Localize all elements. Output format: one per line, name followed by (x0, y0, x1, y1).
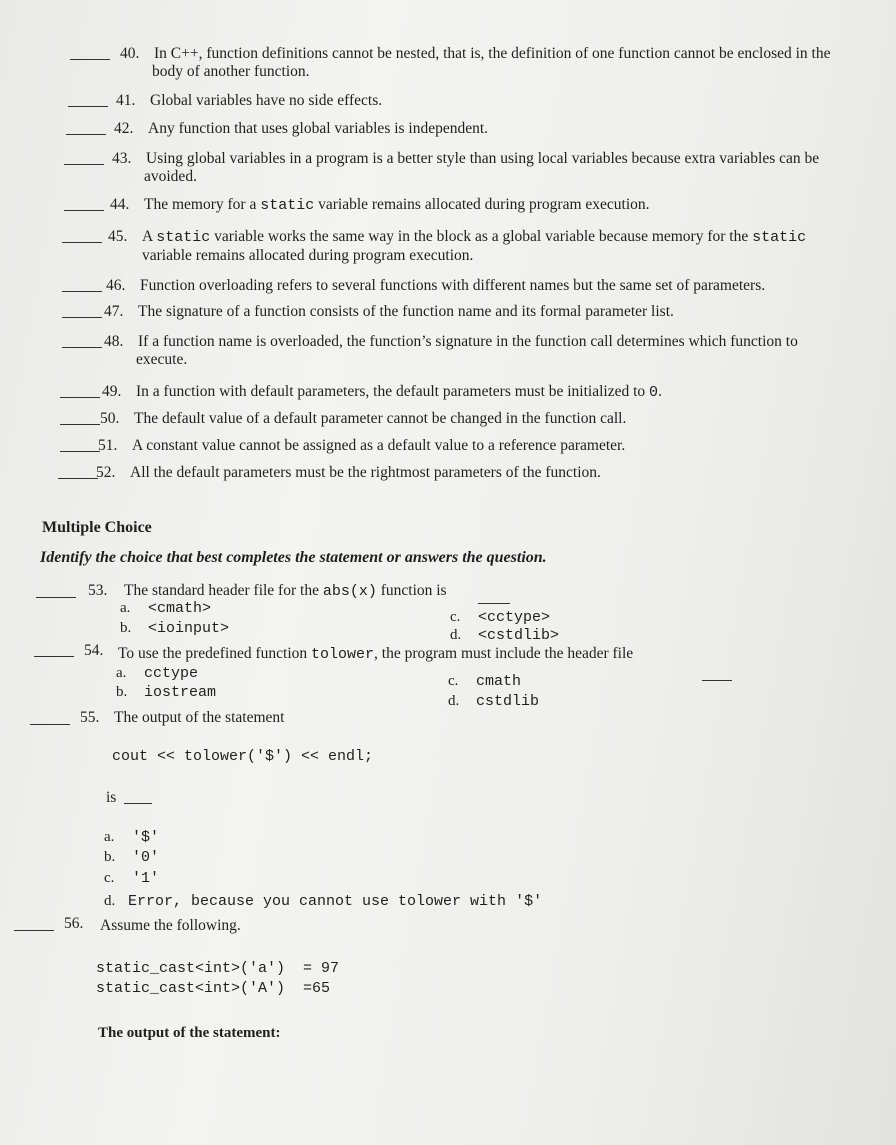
answer-blank-52[interactable] (58, 478, 98, 479)
question-line (142, 228, 860, 247)
question-text (144, 196, 860, 215)
question-number: 46. (106, 277, 126, 294)
question-number: 52. (96, 464, 116, 481)
question-number: 50. (100, 410, 120, 427)
text-segment: variable works the same way in the block as a global variable because memory for the (210, 228, 753, 245)
question-line: The default value of a default parameter cannot be changed in the function call. (134, 410, 627, 427)
text-segment: The memory for a (144, 196, 261, 213)
option-54-d[interactable]: d. cstdlib (448, 693, 540, 710)
question-text (150, 92, 860, 110)
option-54-c[interactable]: c. cmath (448, 673, 522, 690)
question-number: 47. (104, 303, 124, 320)
inline-blank-55[interactable] (124, 803, 152, 804)
question-number: 40. (120, 45, 140, 62)
option-54-b[interactable]: b. iostream (116, 684, 217, 701)
question-text (138, 333, 860, 369)
text-segment: . (658, 383, 662, 400)
question-line: A constant value cannot be assigned as a default value to a reference parameter. (132, 437, 626, 454)
answer-blank-56[interactable] (14, 930, 54, 931)
option-54-a[interactable]: a. cctype (116, 665, 199, 682)
question-text (148, 120, 860, 138)
answer-blank-53[interactable] (36, 597, 76, 598)
question-text (134, 410, 860, 428)
code-line-56-2: static_cast<int>('A') =65 (96, 980, 331, 997)
question-number: 44. (110, 196, 130, 213)
question-text (146, 150, 860, 186)
question-line: Function overloading refers to several functions with different names but the same set of parameters. (140, 277, 766, 294)
question-number-54: 54. (84, 642, 104, 659)
option-55-d[interactable]: d. Error, because you cannot use tolower with '$' (104, 893, 543, 910)
question-line: Any function that uses global variables is independent. (148, 120, 489, 137)
question-number: 51. (98, 437, 118, 454)
text-segment: In a function with default parameters, the default parameters must be initialized to (136, 383, 650, 400)
answer-blank-47[interactable] (62, 317, 102, 318)
code-line-56-1: static_cast<int>('a') = 97 (96, 960, 340, 977)
question-text (142, 228, 860, 265)
inline-blank-53[interactable] (478, 603, 510, 604)
code-token: static (260, 197, 315, 214)
question-number-53: 53. (88, 582, 108, 599)
text-segment: variable remains allocated during program execution. (314, 196, 650, 213)
question-line (144, 196, 860, 215)
answer-blank-44[interactable] (64, 210, 104, 211)
answer-blank-48[interactable] (62, 347, 102, 348)
code-token: 0 (649, 384, 659, 401)
question-number: 45. (108, 228, 128, 245)
section-instructions: Identify the choice that best completes the statement or answers the question. (40, 549, 547, 566)
question-line: variable remains allocated during program execution. (142, 247, 474, 264)
option-55-a[interactable]: a. '$' (104, 829, 160, 846)
option-53-a[interactable]: a. <cmath> (120, 600, 212, 617)
question-line: avoided. (144, 168, 197, 185)
question-text (132, 437, 860, 455)
question-text-54: To use the predefined function tolower, the program must include the header file (118, 645, 634, 663)
question-text-55: The output of the statement (114, 709, 285, 726)
answer-blank-55[interactable] (30, 724, 70, 725)
question-text (138, 303, 860, 321)
code-token: static (156, 229, 211, 246)
option-53-c[interactable]: c. <cctype> (450, 609, 551, 626)
is-label-55: is (106, 789, 117, 806)
answer-blank-45[interactable] (62, 242, 102, 243)
answer-blank-46[interactable] (62, 291, 102, 292)
answer-blank-51[interactable] (60, 451, 100, 452)
code-statement-55: cout << tolower('$') << endl; (112, 748, 374, 765)
question-text (154, 45, 860, 81)
question-line: All the default parameters must be the rightmost parameters of the function. (130, 464, 601, 481)
option-55-b[interactable]: b. '0' (104, 849, 160, 866)
option-53-b[interactable]: b. <ioinput> (120, 620, 230, 637)
question-number: 42. (114, 120, 134, 137)
question-line: The signature of a function consists of the function name and its formal parameter list. (138, 303, 674, 320)
question-number: 41. (116, 92, 136, 109)
answer-blank-49[interactable] (60, 397, 100, 398)
question-line: If a function name is overloaded, the function’s signature in the function call determines which function to (138, 333, 798, 350)
question-text (130, 464, 860, 482)
question-text-56: Assume the following. (100, 917, 241, 934)
option-53-d[interactable]: d. <cstdlib> (450, 627, 560, 644)
option-55-c[interactable]: c. '1' (104, 870, 160, 887)
question-number: 49. (102, 383, 122, 400)
answer-blank-43[interactable] (64, 164, 104, 165)
section-heading: Multiple Choice (42, 519, 152, 536)
question-text (136, 383, 860, 402)
question-number: 43. (112, 150, 132, 167)
question-text-56-2: The output of the statement: (98, 1025, 281, 1041)
question-line: execute. (136, 351, 188, 368)
question-line: Using global variables in a program is a better style than using local variables because extra variables can be (146, 150, 820, 167)
answer-blank-54[interactable] (34, 656, 74, 657)
question-text-53: The standard header file for the abs(x) function is (124, 582, 447, 600)
code-token: static (752, 229, 807, 246)
question-text (140, 277, 860, 295)
answer-blank-40[interactable] (70, 59, 110, 60)
question-number-55: 55. (80, 709, 100, 726)
inline-blank-54[interactable] (702, 680, 732, 681)
question-number-56: 56. (64, 915, 84, 932)
question-number: 48. (104, 333, 124, 350)
answer-blank-41[interactable] (68, 106, 108, 107)
question-line (136, 383, 860, 402)
question-line: Global variables have no side effects. (150, 92, 383, 109)
answer-blank-42[interactable] (66, 134, 106, 135)
answer-blank-50[interactable] (60, 424, 100, 425)
text-segment: A (142, 228, 157, 245)
question-line: In C++, function definitions cannot be nested, that is, the definition of one function cannot be enclosed in the (154, 45, 831, 62)
question-line: body of another function. (152, 63, 310, 80)
